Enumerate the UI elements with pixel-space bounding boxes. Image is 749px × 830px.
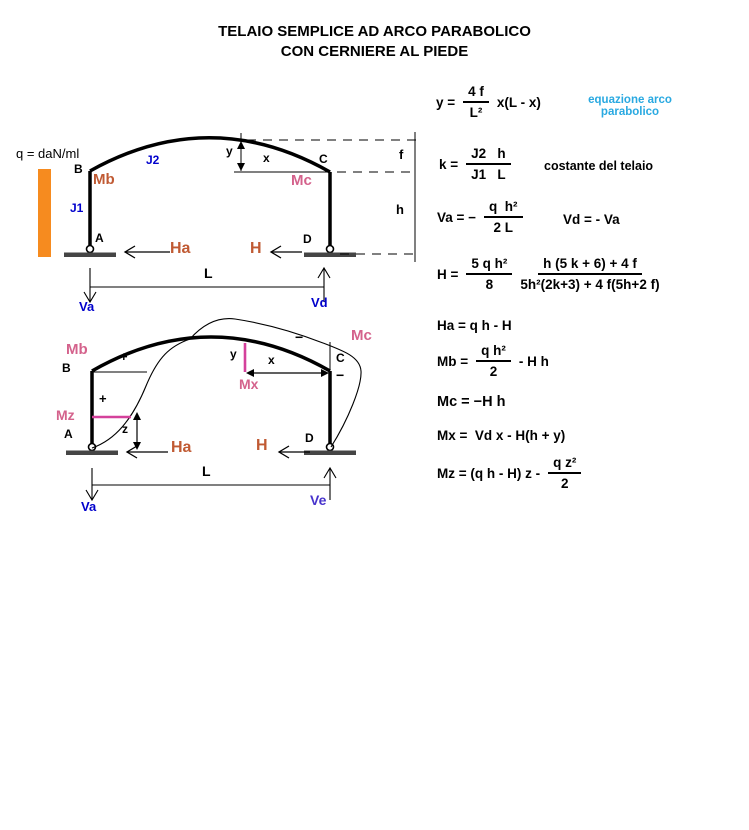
fraction-denominator: J1 L <box>471 167 506 182</box>
fraction <box>476 343 511 379</box>
fraction-numerator: q z² <box>548 455 581 474</box>
hinge-icon <box>327 246 334 253</box>
dim-x-label: x <box>263 151 270 165</box>
node-b-label: B <box>74 162 83 176</box>
minus-sign: − <box>295 329 304 345</box>
formula-lhs: y = <box>436 94 456 110</box>
formula-mc: Mc = −H h <box>437 394 506 410</box>
moment-mc-label: Mc <box>351 327 372 344</box>
note-frame-constant: costante del telaio <box>544 159 654 173</box>
span-l-label: L <box>202 463 211 479</box>
dim-x-label: x <box>268 353 275 367</box>
formula-mb <box>437 343 549 379</box>
span-dimension-lower <box>86 468 336 500</box>
node-d-label: D <box>305 431 314 445</box>
formula-lhs: Mz = (q h - H) z - <box>437 465 541 481</box>
fraction-numerator: h (5 k + 6) + 4 f <box>538 256 642 275</box>
reaction-ha-label: Ha <box>170 240 191 257</box>
reaction-va-label: Va <box>81 499 97 514</box>
note-arch-equation: equazione arco parabolico <box>588 94 672 118</box>
inertia-j1-label: J1 <box>70 201 84 215</box>
dim-z-label: z <box>122 422 128 436</box>
ground-hatch <box>66 451 118 456</box>
dim-h-label: h <box>396 202 404 217</box>
node-d-label: D <box>303 232 312 246</box>
reaction-arrows-lower <box>127 446 310 458</box>
node-c-label: C <box>336 351 345 365</box>
moment-mc-label: Mc <box>291 172 312 189</box>
parabolic-arch <box>90 138 330 172</box>
formula-mz <box>437 455 581 491</box>
load-label: q = daN/ml <box>16 146 80 161</box>
reaction-arrows-upper <box>125 246 302 258</box>
x-dimension-arrow <box>246 369 329 377</box>
dashed-reference-lines <box>247 140 417 254</box>
fraction <box>463 84 489 120</box>
formula-lhs: Va = − <box>437 209 477 225</box>
formula-lhs: k = <box>439 156 459 172</box>
node-a-label: A <box>95 231 104 245</box>
fraction <box>466 256 512 292</box>
fraction-numerator: 5 q h² <box>466 256 512 275</box>
fraction-denominator: 2 <box>560 476 569 491</box>
dim-f-label: f <box>399 147 404 162</box>
fraction-numerator: q h² <box>484 199 523 218</box>
dim-y-label: y <box>226 144 233 158</box>
formula-frame-constant <box>439 146 511 182</box>
formula-mx: Mx = Vd x - H(h + y) <box>437 428 566 443</box>
formula-lhs: H = <box>437 266 459 282</box>
ground-hatch <box>304 253 356 258</box>
span-l-label: L <box>204 265 213 281</box>
moment-mx-label: Mx <box>239 376 259 392</box>
node-c-label: C <box>319 152 328 166</box>
fraction-denominator: 8 <box>485 277 494 292</box>
reaction-h-label: H <box>250 240 262 257</box>
formula-rhs: - H h <box>518 353 549 369</box>
title-line-1: TELAIO SEMPLICE AD ARCO PARABOLICO <box>218 23 531 40</box>
distributed-load-bar <box>38 169 51 257</box>
formula-lhs: Mb = <box>437 353 469 369</box>
formula-rhs: x(L - x) <box>496 94 541 110</box>
fraction-denominator: 2 <box>489 364 498 379</box>
title-line-2: CON CERNIERE AL PIEDE <box>280 43 469 60</box>
fraction-denominator: L² <box>469 105 483 120</box>
reaction-vd-label: Vd <box>311 295 328 310</box>
fraction <box>484 199 523 235</box>
inertia-j2-label: J2 <box>146 153 160 167</box>
fraction-denominator: 5h²(2k+3) + 4 f(5h+2 f) <box>520 277 660 292</box>
ground-hatch <box>64 253 116 258</box>
plus-sign: + <box>99 391 107 406</box>
ground-hatch <box>304 451 356 456</box>
z-dimension-arrow <box>133 412 141 450</box>
node-b-label: B <box>62 361 71 375</box>
lower-moment-diagram <box>66 319 361 500</box>
hinge-icon <box>87 246 94 253</box>
formula-h <box>437 256 660 292</box>
fraction <box>466 146 511 182</box>
fraction-numerator: J2 h <box>466 146 511 165</box>
fraction-numerator: q h² <box>476 343 511 362</box>
moment-mb-label: Mb <box>93 171 115 188</box>
minus-sign: − <box>336 367 345 383</box>
reaction-ve-label: Ve <box>310 492 327 508</box>
node-a-label: A <box>64 427 73 441</box>
formula-arch-equation <box>436 84 541 120</box>
moment-mb-label: Mb <box>66 341 88 358</box>
formula-va <box>437 199 523 235</box>
fraction <box>548 455 581 491</box>
reaction-h-label: H <box>256 437 268 454</box>
moment-mz-label: Mz <box>56 407 75 423</box>
formula-vd: Vd = - Va <box>563 212 620 227</box>
y-ordinate-dimension <box>234 133 329 172</box>
fraction-denominator: 2 L <box>493 220 514 235</box>
reaction-ha-label: Ha <box>171 439 192 456</box>
reaction-va-label: Va <box>79 299 95 314</box>
fraction <box>520 256 659 292</box>
plus-sign: + <box>120 349 128 364</box>
formula-ha: Ha = q h - H <box>437 318 512 333</box>
dim-y-label: y <box>230 347 237 361</box>
fraction-numerator: 4 f <box>463 84 489 103</box>
